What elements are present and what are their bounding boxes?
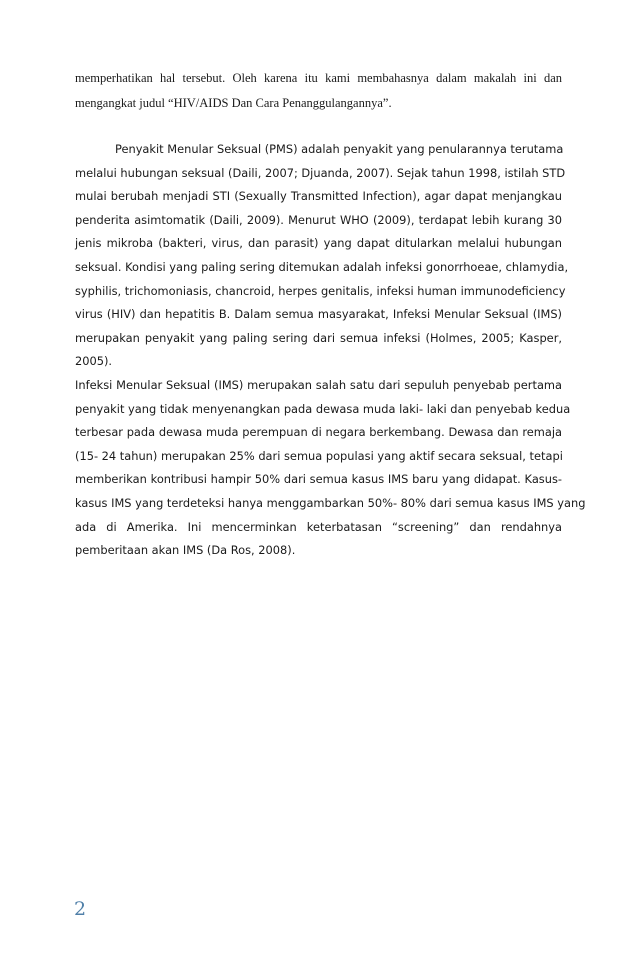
intro-line-2: mengangkat judul “HIV/AIDS Dan Cara Penanggulangannya”. [75,96,392,110]
ims-line-4: (15- 24 tahun) merupakan 25% dari semua populasi yang aktif secara seksual, tetapi [75,448,563,463]
pms-line-6: seksual. Kondisi yang paling sering ditemukan adalah infeksi gonorrhoeae, chlamydia, [75,259,569,274]
intro-line-1: memperhatikan hal tersebut. Oleh karena itu kami membahasnya dalam makalah ini dan [75,71,562,85]
pms-paragraph [75,138,569,374]
pms-line-1: Penyakit Menular Seksual (PMS) adalah penyakit yang penularannya terutama [115,142,564,156]
pms-line-10: 2005). [75,354,113,369]
pms-line-5: jenis mikroba (bakteri, virus, dan parasit) yang dapat ditularkan melalui hubungan [75,236,562,251]
ims-line-1: Infeksi Menular Seksual (IMS) merupakan salah satu dari sepuluh penyebab pertama [75,377,562,392]
ims-line-2: penyakit yang tidak menyenangkan pada dewasa muda laki- laki dan penyebab kedua [75,401,571,416]
ims-line-7: ada di Amerika. Ini mencerminkan keterbatasan “screening” dan rendahnya [75,519,562,534]
page-body [75,66,586,563]
paragraph-spacer [75,116,562,138]
pms-line-9: merupakan penyakit yang paling sering dari semua infeksi (Holmes, 2005; Kasper, [75,330,562,345]
ims-line-5: memberikan kontribusi hampir 50% dari semua kasus IMS baru yang didapat. Kasus- [75,472,562,487]
pms-line-3: mulai berubah menjadi STI (Sexually Transmitted Infection), agar dapat menjangkau [75,189,562,204]
ims-line-6: kasus IMS yang terdeteksi hanya menggambarkan 50%- 80% dari semua kasus IMS yang [75,495,586,510]
pms-line-7: syphilis, trichomoniasis, chancroid, herpes genitalis, infeksi human immunodeficiency [75,283,566,298]
ims-line-8: pemberitaan akan IMS (Da Ros, 2008). [75,543,296,558]
pms-line-8: virus (HIV) dan hepatitis B. Dalam semua masyarakat, Infeksi Menular Seksual (IMS) [75,307,562,322]
ims-line-3: terbesar pada dewasa muda perempuan di negara berkembang. Dewasa dan remaja [75,425,562,440]
pms-line-4: penderita asimtomatik (Daili, 2009). Menurut WHO (2009), terdapat lebih kurang 30 [75,212,562,227]
page-number: 2 [74,898,87,920]
pms-line-2: melalui hubungan seksual (Daili, 2007; Djuanda, 2007). Sejak tahun 1998, istilah STD [75,165,566,180]
intro-paragraph [75,66,562,116]
ims-paragraph [75,374,586,563]
